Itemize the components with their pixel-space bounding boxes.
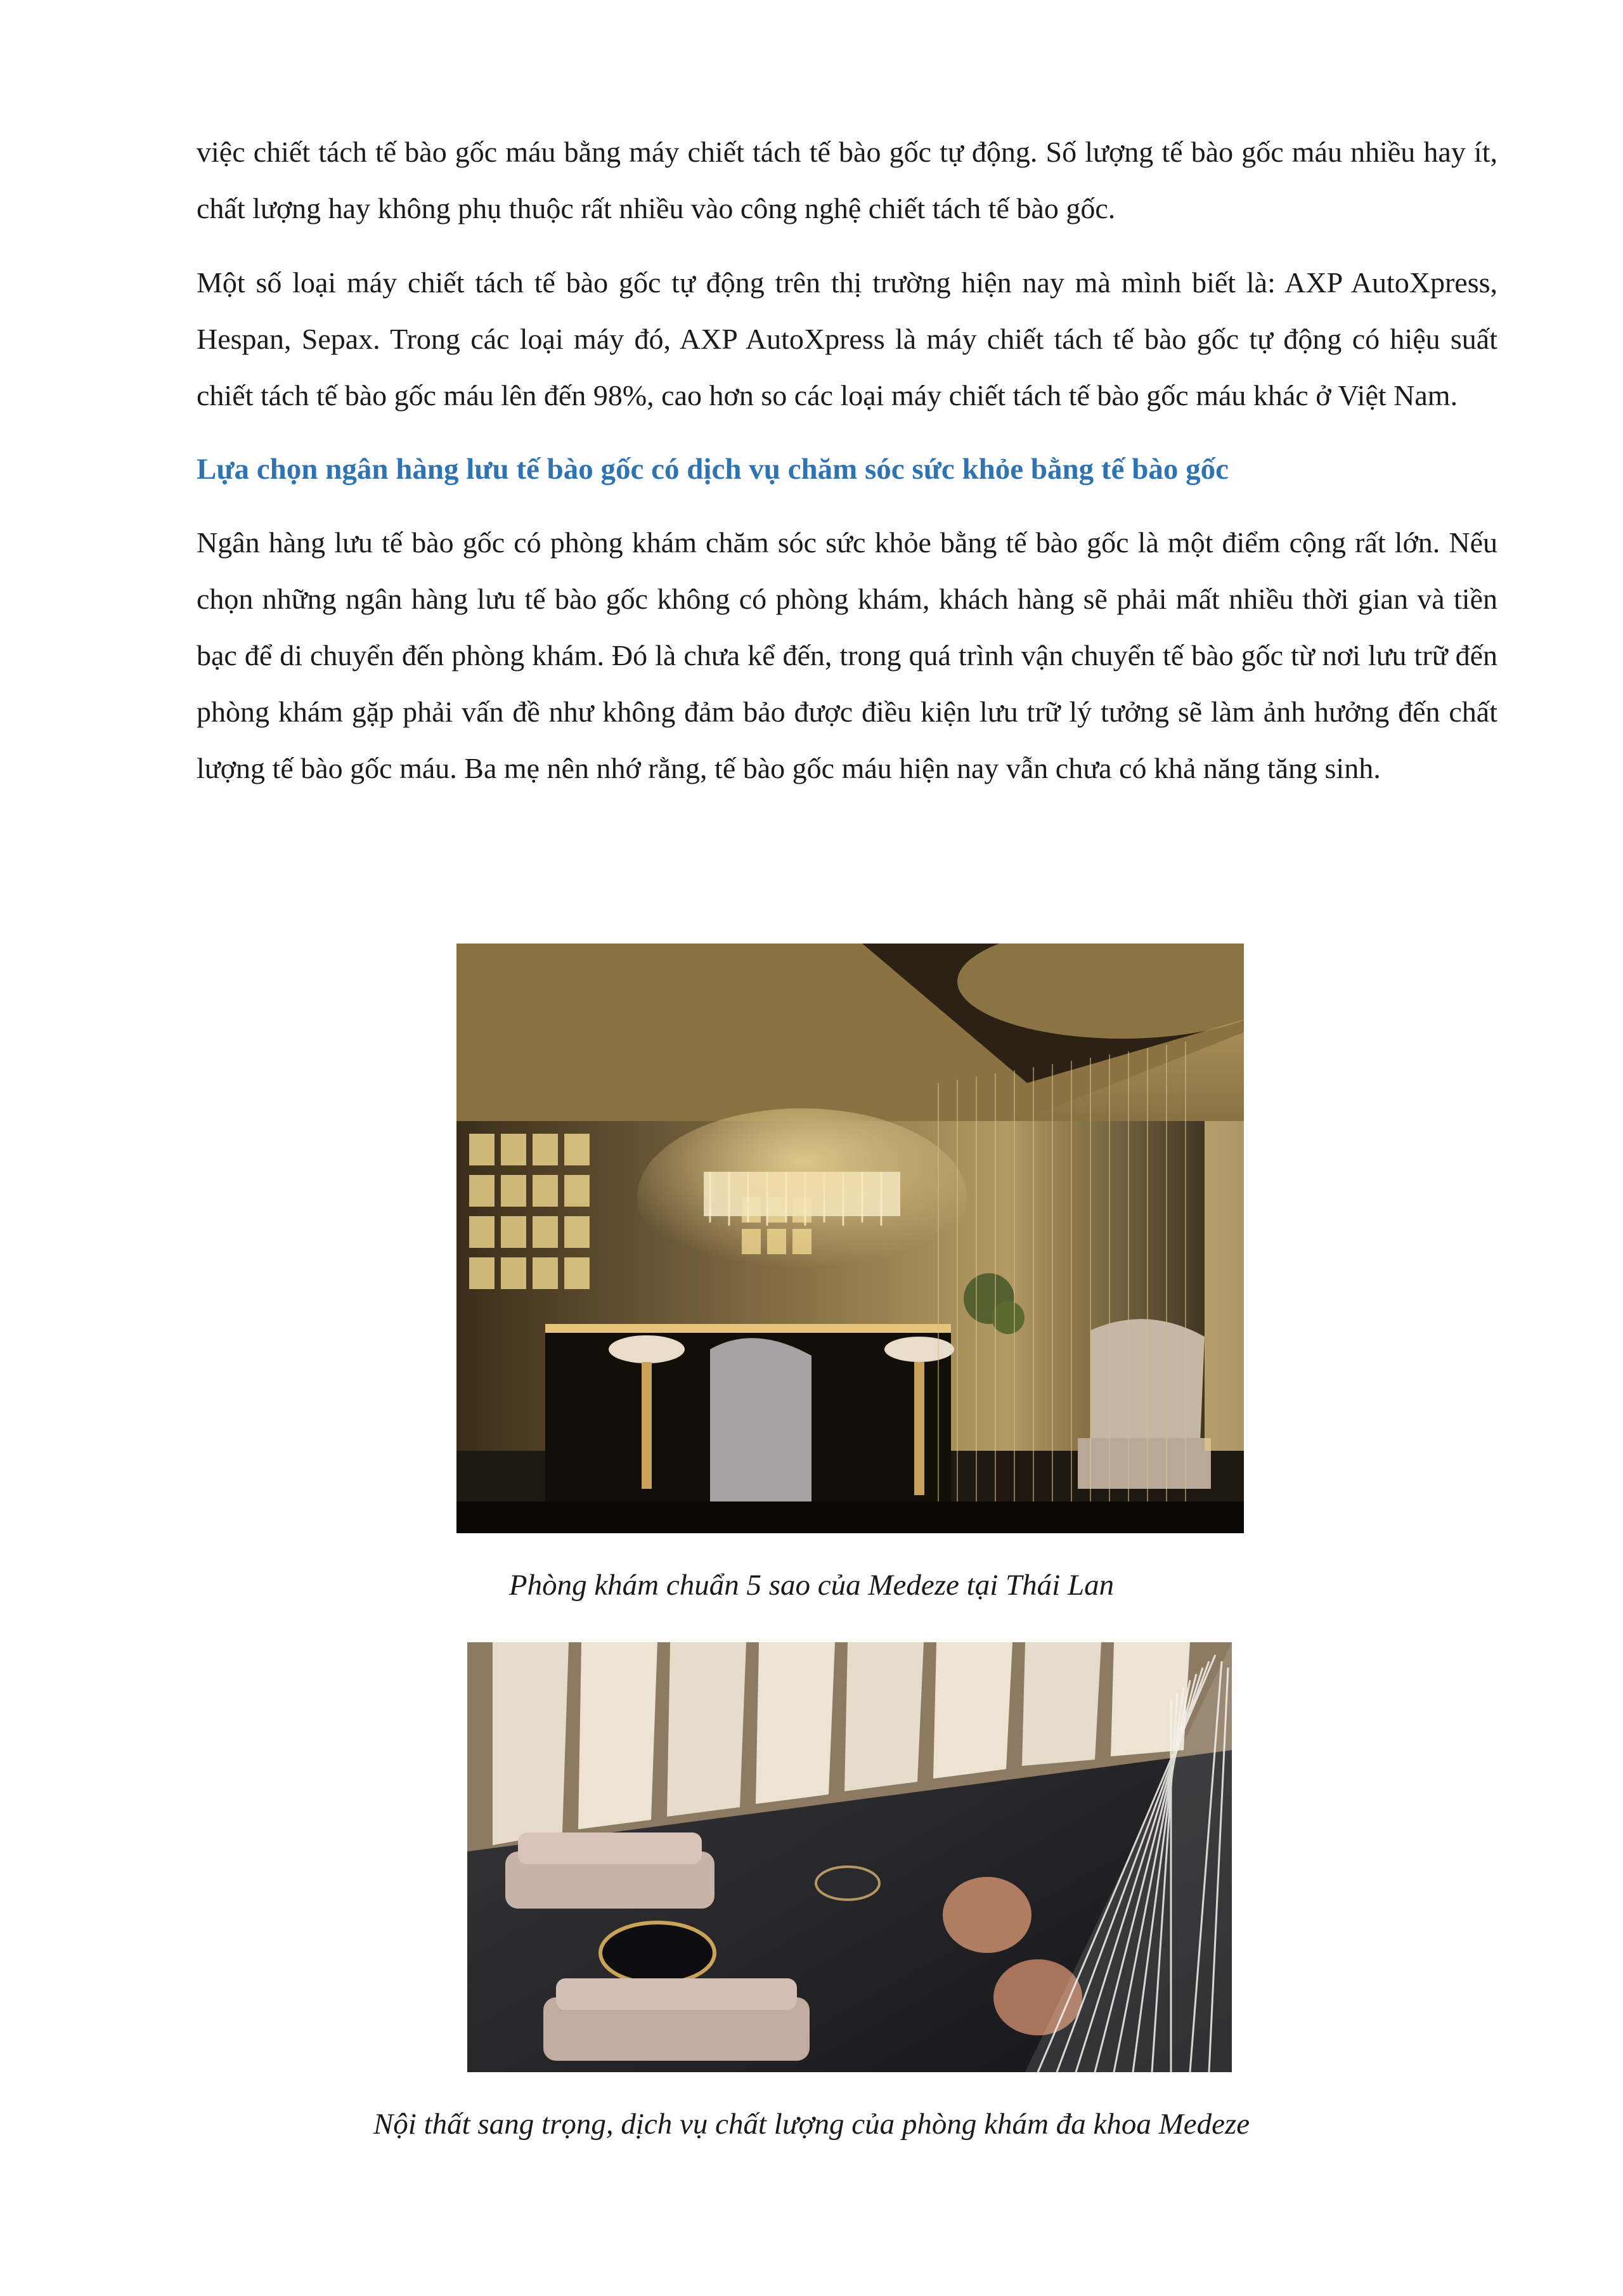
figure-1-caption: Phòng khám chuẩn 5 sao của Medeze tại Thái Lan (508, 1569, 1115, 1602)
clinic-interior-photo (467, 1642, 1232, 2072)
clinic-interior-illustration (467, 1642, 1232, 2072)
clinic-lounge-illustration (456, 944, 1244, 1533)
document-body (197, 124, 1497, 814)
paragraph-1: việc chiết tách tế bào gốc máu bằng máy chiết tách tế bào gốc tự động. Số lượng tế bào gốc máu nhiều hay ít, chất lượng hay không phụ thuộc rất nhiều vào công nghệ chiết tách tế bào gốc. (197, 136, 1497, 224)
section-heading: Lựa chọn ngân hàng lưu tế bào gốc có dịch vụ chăm sóc sức khỏe bằng tế bào gốc (197, 453, 1229, 486)
clinic-lounge-photo (456, 944, 1244, 1533)
figure-2-caption: Nội thất sang trọng, dịch vụ chất lượng của phòng khám đa khoa Medeze (373, 2108, 1250, 2141)
paragraph-3: Ngân hàng lưu tế bào gốc có phòng khám chăm sóc sức khỏe bằng tế bào gốc là một điểm cộng rất lớn. Nếu chọn những ngân hàng lưu tế bào gốc không có phòng khám, khách hàng sẽ phải mất nhiều thời gian và tiền bạc để di chuyển đến phòng khám. Đó là chưa kể đến, trong quá trình vận chuyển tế bào gốc từ nơi lưu trữ đến phòng khám gặp phải vấn đề như không đảm bảo được điều kiện lưu trữ lý tưởng sẽ làm ảnh hưởng đến chất lượng tế bào gốc máu. Ba mẹ nên nhớ rằng, tế bào gốc máu hiện nay vẫn chưa có khả năng tăng sinh. (197, 526, 1497, 784)
paragraph-2: Một số loại máy chiết tách tế bào gốc tự động trên thị trường hiện nay mà mình biết là: AXP AutoXpress, Hespan, Sepax. Trong các loại máy đó, AXP AutoXpress là máy chiết tách tế bào gốc tự động có hiệu suất chiết tách tế bào gốc máu lên đến 98%, cao hơn so các loại máy chiết tách tế bào gốc máu khác ở Việt Nam. (197, 266, 1497, 412)
